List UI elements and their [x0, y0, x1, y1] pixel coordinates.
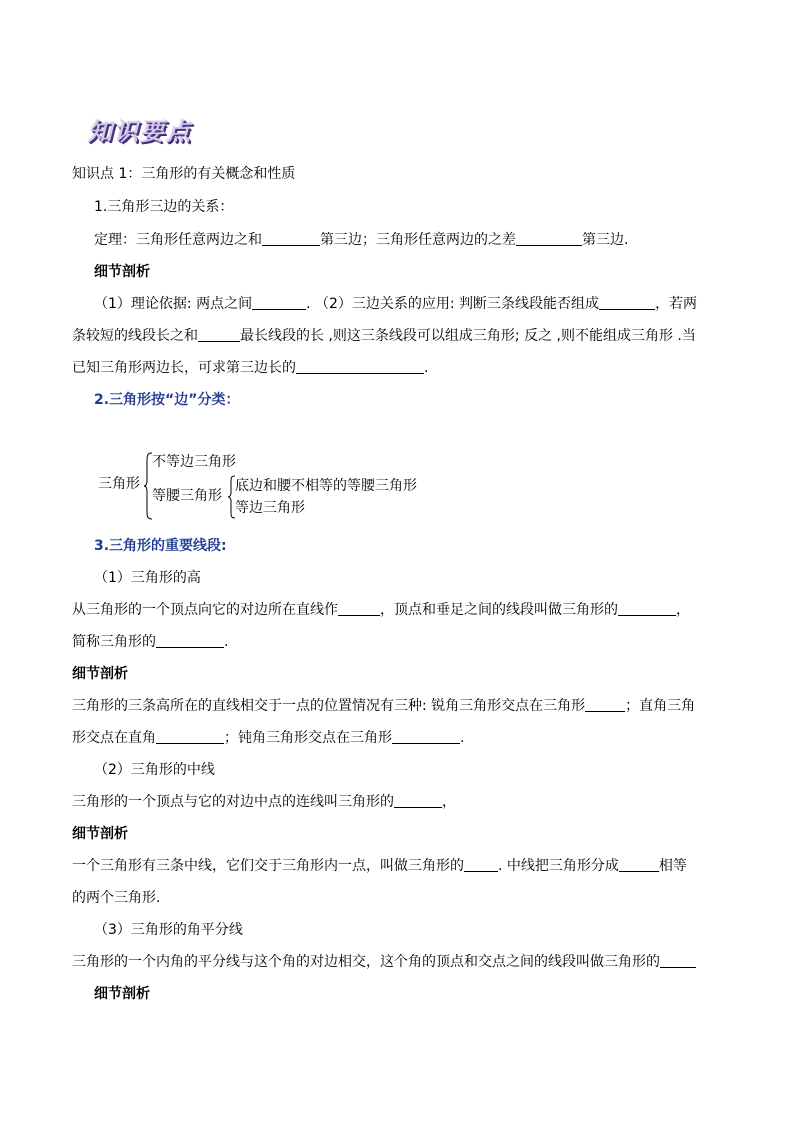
text: 第三边；三角形任意两边的之差 [320, 232, 516, 248]
s3-height-line2 [72, 632, 228, 652]
fill-blank[interactable] [394, 793, 442, 808]
s1-para-line3 [72, 358, 428, 378]
fill-blank[interactable] [262, 231, 320, 246]
s1-para-line1 [94, 294, 697, 314]
text: 三角形的一个内角的平分线与这个角的对边相交，这个角的顶点和交点之间的线段叫做三角形的 [72, 954, 660, 970]
s3-median-title: （2）三角形的中线 [94, 762, 215, 778]
class-iso-not-equal: 底边和腰不相等的等腰三角形 [235, 478, 417, 494]
s1-theorem [94, 230, 628, 250]
s3-detail1-line1 [72, 696, 695, 716]
fill-blank[interactable] [599, 295, 655, 310]
text: 从三角形的一个顶点向它的对边所在直线作 [72, 602, 338, 618]
text: 形交点在直角 [72, 730, 156, 746]
class-isosceles: 等腰三角形 [152, 488, 222, 504]
fill-blank[interactable] [516, 231, 582, 246]
fill-blank[interactable] [464, 857, 498, 872]
text: . [460, 730, 465, 746]
text: 已知三角形两边长，可求第三边长的 [72, 360, 296, 376]
text: 三角形的三条高所在的直线相交于一点的位置情况有三种: 锐角三角形交点在三角形 [72, 698, 586, 714]
text: 相等 [658, 858, 687, 874]
s3-detail-heading-1: 细节剖析 [72, 666, 128, 682]
class-equilateral: 等边三角形 [235, 500, 305, 516]
text: . [424, 360, 429, 376]
s3-detail-heading-2: 细节剖析 [72, 826, 128, 842]
class-root: 三角形 [98, 476, 140, 492]
fill-blank[interactable] [338, 601, 380, 616]
fill-blank[interactable] [156, 729, 224, 744]
fill-blank[interactable] [392, 729, 460, 744]
text: ， [442, 794, 456, 810]
s3-median-line1 [72, 792, 456, 812]
s3-height-title: （1）三角形的高 [94, 570, 201, 586]
fill-blank[interactable] [585, 697, 625, 712]
s2-title: 2.三角形按“边”分类： [94, 392, 240, 408]
s3-title: 3.三角形的重要线段: [94, 538, 227, 554]
fill-blank[interactable] [156, 633, 224, 648]
section-title-art: 知识要点 [88, 117, 192, 146]
fill-blank[interactable] [296, 359, 424, 374]
s1-para-line2 [72, 326, 696, 346]
class-scalene: 不等边三角形 [152, 454, 236, 470]
text: . [224, 634, 229, 650]
text: ，顶点和垂足之间的线段叫做三角形的 [380, 602, 618, 618]
s1-detail-heading: 细节剖析 [94, 264, 150, 280]
text: . （2）三边关系的应用: 判断三条线段能否组成 [306, 296, 600, 312]
s3-bisector-title: （3）三角形的角平分线 [94, 922, 243, 938]
text: ， [676, 602, 690, 618]
text: ；钝角三角形交点在三角形 [224, 730, 392, 746]
s1-title: 1.三角形三边的关系： [94, 199, 234, 215]
text: 条较短的线段长之和 [72, 328, 198, 344]
fill-blank[interactable] [660, 953, 696, 968]
s3-height-line1 [72, 600, 690, 620]
s3-detail-heading-3: 细节剖析 [94, 986, 150, 1002]
fill-blank[interactable] [618, 601, 676, 616]
text: 定理：三角形任意两边之和 [94, 232, 262, 248]
text: 一个三角形有三条中线，它们交于三角形内一点，叫做三角形的 [72, 858, 464, 874]
text: . 中线把三角形分成 [498, 858, 619, 874]
text: ；直角三角 [625, 698, 696, 714]
text: 第三边. [582, 232, 629, 248]
fill-blank[interactable] [198, 327, 240, 342]
s3-bisector-line1 [72, 952, 696, 972]
s3-detail1-line2 [72, 728, 464, 748]
fill-blank[interactable] [252, 295, 306, 310]
heading-knowledge-point-1: 知识点 1：三角形的有关概念和性质 [72, 166, 296, 182]
text: （1）理论依据: 两点之间 [94, 296, 253, 312]
fill-blank[interactable] [619, 857, 659, 872]
text: 三角形的一个顶点与它的对边中点的连线叫三角形的 [72, 794, 394, 810]
s3-detail2-line2: 的两个三角形. [72, 890, 161, 906]
text: ，若两 [655, 296, 698, 312]
text: 最长线段的长 ,则这三条线段可以组成三角形; 反之 ,则不能组成三角形 .当 [240, 328, 696, 344]
s3-detail2-line1 [72, 856, 687, 876]
text: 简称三角形的 [72, 634, 156, 650]
